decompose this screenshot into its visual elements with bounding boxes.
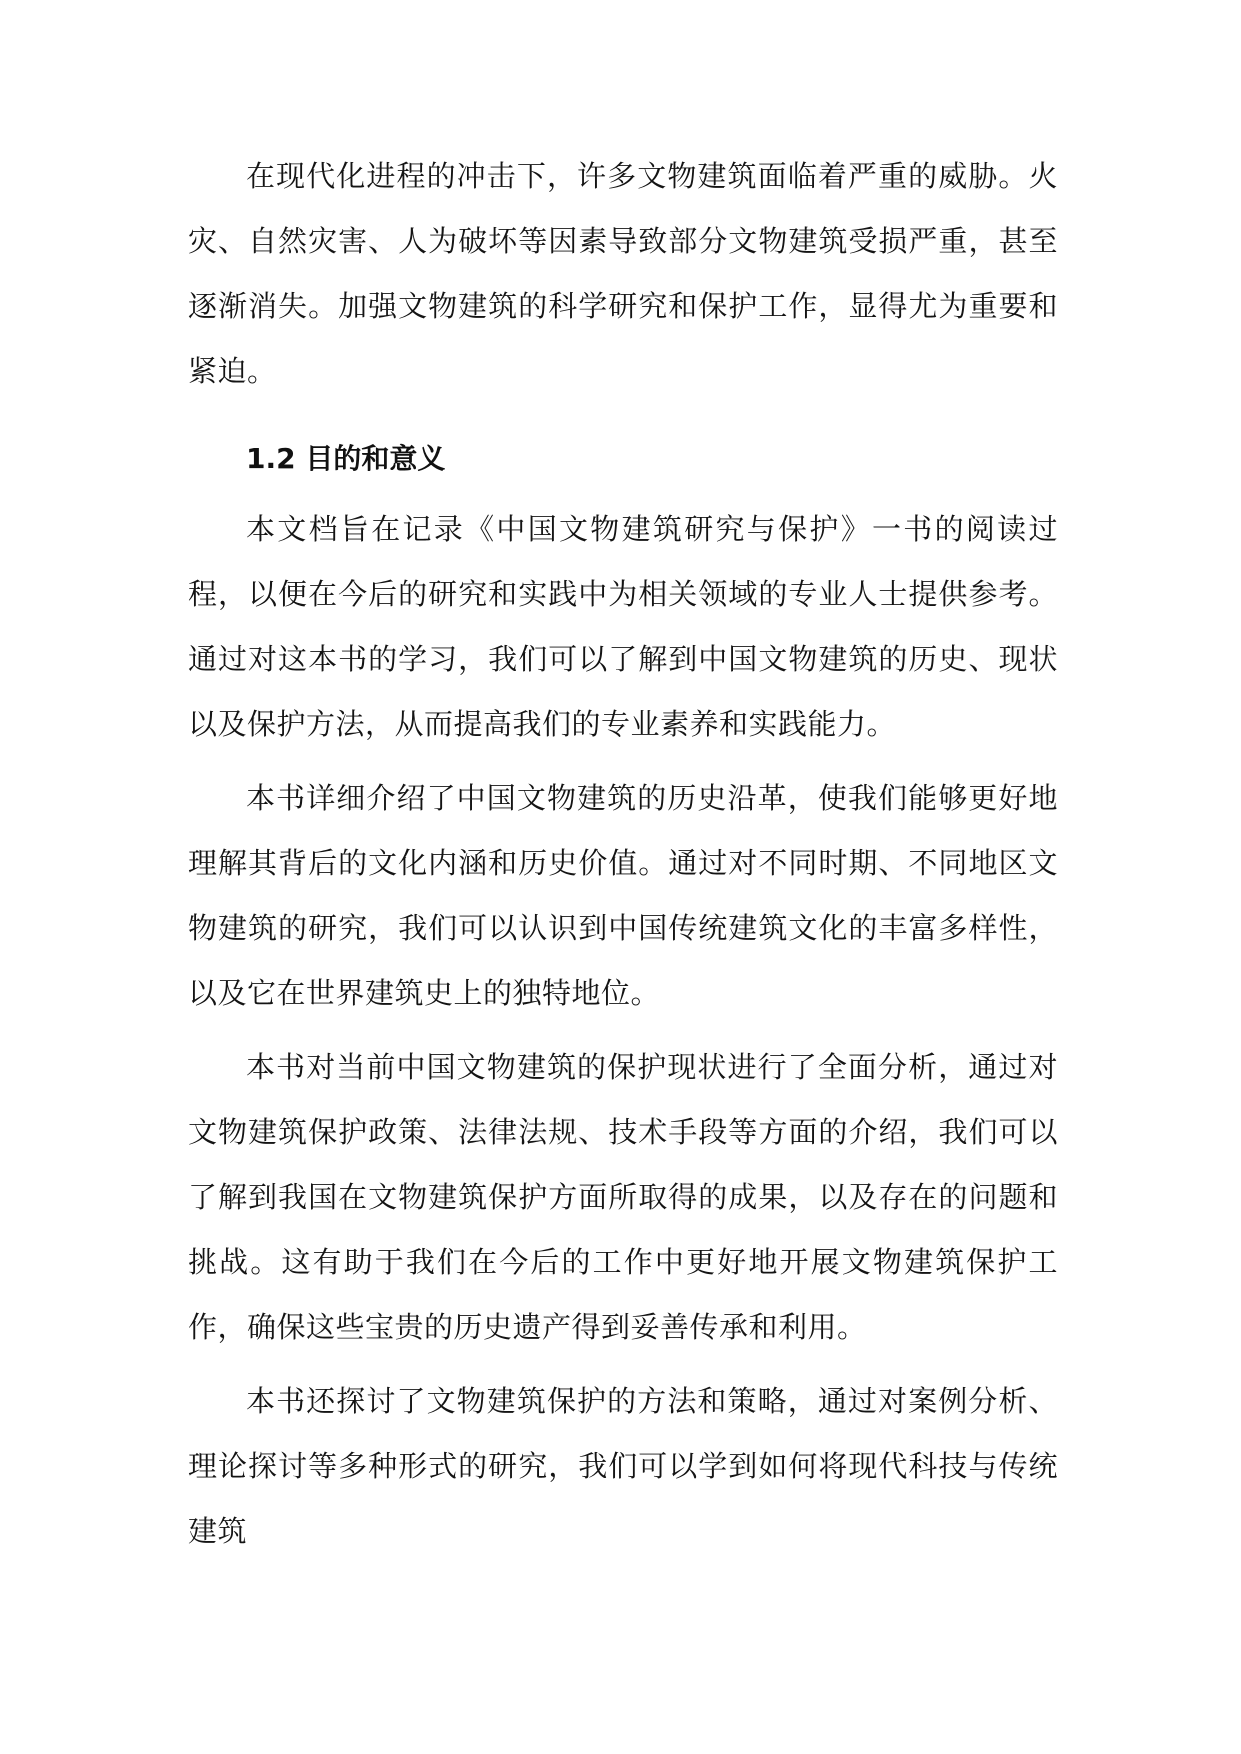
paragraph-status: 本书对当前中国文物建筑的保护现状进行了全面分析，通过对文物建筑保护政策、法律法规、技术手段等方面的介绍，我们可以了解到我国在文物建筑保护方面所取得的成果，以及存在的问题和挑战。这有助于我们在今后的工作中更好地开展文物建筑保护工作，确保这些宝贵的历史遗产得到妥善传承和利用。 bbox=[188, 1050, 1058, 1344]
section-heading: 1.2 目的和意义 bbox=[246, 442, 446, 475]
paragraph-methods: 本书还探讨了文物建筑保护的方法和策略，通过对案例分析、理论探讨等多种形式的研究，我们可以学到如何将现代科技与传统建筑 bbox=[188, 1384, 1058, 1548]
paragraph-threats: 在现代化进程的冲击下，许多文物建筑面临着严重的威胁。火灾、自然灾害、人为破坏等因素导致部分文物建筑受损严重，甚至逐渐消失。加强文物建筑的科学研究和保护工作，显得尤为重要和紧迫。 bbox=[188, 159, 1058, 388]
paragraph-purpose: 本文档旨在记录《中国文物建筑研究与保护》一书的阅读过程，以便在今后的研究和实践中为相关领域的专业人士提供参考。通过对这本书的学习，我们可以了解到中国文物建筑的历史、现状以及保护方法，从而提高我们的专业素养和实践能力。 bbox=[188, 512, 1058, 741]
paragraph-history: 本书详细介绍了中国文物建筑的历史沿革，使我们能够更好地理解其背后的文化内涵和历史价值。通过对不同时期、不同地区文物建筑的研究，我们可以认识到中国传统建筑文化的丰富多样性，以及它在世界建筑史上的独特地位。 bbox=[188, 781, 1058, 1010]
document-body bbox=[188, 144, 1058, 1564]
